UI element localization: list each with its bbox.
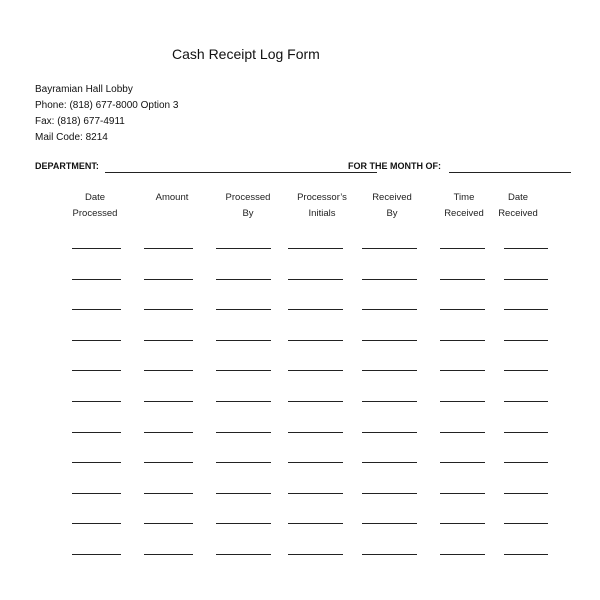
month-field-line[interactable] bbox=[449, 172, 571, 173]
blank-entry-line[interactable] bbox=[288, 370, 343, 371]
department-label: DEPARTMENT: bbox=[35, 161, 99, 171]
blank-entry-line[interactable] bbox=[440, 401, 485, 402]
blank-entry-line[interactable] bbox=[288, 340, 343, 341]
blank-entry-line[interactable] bbox=[440, 309, 485, 310]
column-headers bbox=[0, 190, 600, 224]
blank-entry-line[interactable] bbox=[440, 493, 485, 494]
blank-entry-line[interactable] bbox=[440, 523, 485, 524]
department-field-line[interactable] bbox=[105, 172, 377, 173]
blank-entry-line[interactable] bbox=[440, 248, 485, 249]
blank-entry-line[interactable] bbox=[144, 248, 193, 249]
column-header: Processor’s Initials bbox=[297, 192, 347, 219]
blank-entry-line[interactable] bbox=[72, 554, 121, 555]
blank-entry-line[interactable] bbox=[216, 432, 271, 433]
blank-entry-line[interactable] bbox=[72, 248, 121, 249]
blank-entry-line[interactable] bbox=[362, 432, 417, 433]
blank-entry-line[interactable] bbox=[216, 248, 271, 249]
blank-entry-line[interactable] bbox=[216, 340, 271, 341]
blank-entry-line[interactable] bbox=[440, 340, 485, 341]
blank-entry-line[interactable] bbox=[288, 279, 343, 280]
blank-entry-line[interactable] bbox=[504, 248, 548, 249]
blank-entry-line[interactable] bbox=[216, 370, 271, 371]
blank-entry-line[interactable] bbox=[362, 279, 417, 280]
blank-entry-line[interactable] bbox=[288, 248, 343, 249]
blank-entry-line[interactable] bbox=[440, 432, 485, 433]
blank-entry-line[interactable] bbox=[440, 279, 485, 280]
blank-entry-line[interactable] bbox=[504, 554, 548, 555]
column-header: Received By bbox=[372, 192, 412, 219]
blank-entry-line[interactable] bbox=[362, 401, 417, 402]
blank-entry-line[interactable] bbox=[72, 432, 121, 433]
blank-entry-line[interactable] bbox=[362, 523, 417, 524]
location-text: Bayramian Hall Lobby bbox=[35, 84, 133, 95]
blank-entry-line[interactable] bbox=[504, 462, 548, 463]
blank-entry-line[interactable] bbox=[144, 462, 193, 463]
blank-entry-line[interactable] bbox=[288, 493, 343, 494]
blank-entry-line[interactable] bbox=[504, 309, 548, 310]
blank-entry-line[interactable] bbox=[216, 309, 271, 310]
blank-entry-line[interactable] bbox=[362, 370, 417, 371]
blank-entry-line[interactable] bbox=[72, 401, 121, 402]
blank-entry-line[interactable] bbox=[504, 279, 548, 280]
blank-entry-line[interactable] bbox=[144, 523, 193, 524]
blank-entry-line[interactable] bbox=[144, 493, 193, 494]
blank-entry-line[interactable] bbox=[144, 432, 193, 433]
blank-entry-line[interactable] bbox=[440, 554, 485, 555]
blank-entry-line[interactable] bbox=[288, 523, 343, 524]
blank-entry-line[interactable] bbox=[72, 493, 121, 494]
blank-entry-line[interactable] bbox=[362, 462, 417, 463]
blank-entry-line[interactable] bbox=[144, 309, 193, 310]
blank-entry-line[interactable] bbox=[216, 493, 271, 494]
column-header: Date Processed bbox=[72, 192, 118, 219]
blank-entry-line[interactable] bbox=[440, 370, 485, 371]
blank-entry-line[interactable] bbox=[288, 462, 343, 463]
blank-entry-line[interactable] bbox=[504, 401, 548, 402]
blank-entry-line[interactable] bbox=[288, 432, 343, 433]
blank-entry-line[interactable] bbox=[288, 401, 343, 402]
blank-entry-line[interactable] bbox=[72, 370, 121, 371]
blank-entry-line[interactable] bbox=[504, 340, 548, 341]
blank-entry-line[interactable] bbox=[216, 523, 271, 524]
blank-entry-line[interactable] bbox=[144, 340, 193, 341]
blank-entry-line[interactable] bbox=[72, 340, 121, 341]
blank-entry-line[interactable] bbox=[288, 554, 343, 555]
contact-info bbox=[35, 82, 178, 146]
blank-entry-line[interactable] bbox=[216, 279, 271, 280]
blank-entry-line[interactable] bbox=[216, 401, 271, 402]
blank-entry-line[interactable] bbox=[216, 462, 271, 463]
month-label: FOR THE MONTH OF: bbox=[348, 161, 441, 171]
blank-entry-line[interactable] bbox=[440, 462, 485, 463]
fax-text: Fax: (818) 677-4911 bbox=[35, 116, 125, 127]
blank-entry-line[interactable] bbox=[72, 523, 121, 524]
phone-text: Phone: (818) 677-8000 Option 3 bbox=[35, 100, 179, 111]
blank-entry-line[interactable] bbox=[362, 493, 417, 494]
column-header: Processed By bbox=[225, 192, 271, 219]
blank-entry-line[interactable] bbox=[504, 493, 548, 494]
blank-entry-line[interactable] bbox=[216, 554, 271, 555]
blank-entry-line[interactable] bbox=[504, 523, 548, 524]
blank-entry-line[interactable] bbox=[362, 248, 417, 249]
column-header: Amount bbox=[155, 192, 189, 203]
blank-entry-line[interactable] bbox=[72, 462, 121, 463]
blank-entry-line[interactable] bbox=[144, 370, 193, 371]
column-header: Time Received bbox=[444, 192, 484, 219]
form-title: Cash Receipt Log Form bbox=[172, 46, 320, 62]
blank-entry-line[interactable] bbox=[504, 370, 548, 371]
blank-entry-line[interactable] bbox=[504, 432, 548, 433]
mail-code-text: Mail Code: 8214 bbox=[35, 132, 108, 143]
blank-entry-line[interactable] bbox=[144, 279, 193, 280]
blank-entry-line[interactable] bbox=[362, 309, 417, 310]
blank-entry-line[interactable] bbox=[72, 309, 121, 310]
blank-entry-line[interactable] bbox=[144, 401, 193, 402]
blank-entry-line[interactable] bbox=[144, 554, 193, 555]
department-row bbox=[35, 161, 575, 175]
blank-entry-line[interactable] bbox=[288, 309, 343, 310]
blank-entry-line[interactable] bbox=[72, 279, 121, 280]
blank-entry-line[interactable] bbox=[362, 340, 417, 341]
column-header: Date Received bbox=[498, 192, 538, 219]
blank-entry-line[interactable] bbox=[362, 554, 417, 555]
